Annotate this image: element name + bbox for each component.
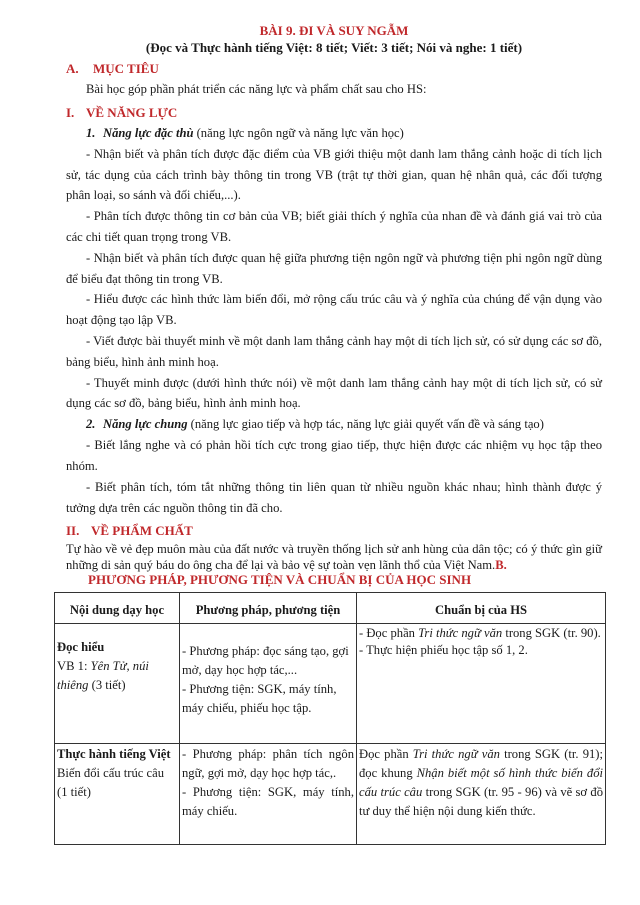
row2-prep-pre: Đọc phần	[359, 747, 413, 762]
table-header-cell: Nội dung dạy học	[55, 593, 180, 624]
row1-content-post: (3 tiết)	[88, 678, 126, 693]
subsection-1-rest: (năng lực ngôn ngữ và năng lực văn học)	[193, 125, 404, 140]
list-item: - Thuyết minh được (dưới hình thức nói) về một danh lam thắng cảnh hay một di tích lịch sử, có sử dụng các sơ đồ, bảng biểu, hình ảnh minh hoạ.	[66, 375, 602, 411]
section-ii-body: Tự hào về vẻ đẹp muôn màu của đất nước và truyền thống lịch sử anh hùng của dân tộc; có ý thức gìn giữ những di sản quý báu do ông cha để lại và bảo vệ sự toàn vẹn lãnh thổ của Việt Nam.	[66, 542, 602, 573]
section-ii-heading	[66, 521, 602, 541]
row1-prep-a-pre: - Đọc phần	[359, 626, 419, 641]
table-cell	[55, 744, 180, 845]
row1-content-pre: VB 1:	[57, 659, 91, 674]
section-a-title: MỤC TIÊU	[93, 61, 159, 76]
row1-prep-a-italic: Tri thức ngữ văn	[418, 626, 503, 641]
table-cell	[180, 624, 357, 744]
section-ii-text	[66, 541, 602, 573]
section-a-number: A.	[66, 61, 79, 76]
list-item: - Hiểu được các hình thức làm biến đổi, mở rộng cấu trúc câu và ý nghĩa của chúng để vận dụng vào hoạt động tạo lập VB.	[66, 292, 602, 328]
section-i-title: VỀ NĂNG LỰC	[86, 104, 178, 120]
row2-prep-mid: trong SGK (tr. 91); đọc khung	[359, 747, 603, 781]
table-cell	[180, 744, 357, 845]
section-b-inline-number: B.	[495, 558, 507, 573]
row1-prep-a-post: trong SGK (tr. 90).	[502, 626, 601, 641]
subsection-2-heading	[66, 414, 602, 435]
list-item: - Biết phân tích, tóm tắt những thông tin liên quan từ nhiều nguồn khác nhau; hình thành được ý tưởng dựa trên các nguồn thông tin đã cho.	[66, 479, 602, 515]
list-item: - Viết được bài thuyết minh về một danh lam thắng cảnh hay một di tích lịch sử, có sử dụng các sơ đồ, bảng biểu, hình ảnh minh hoạ.	[66, 333, 602, 369]
section-ii-number: II.	[66, 523, 80, 539]
subsection-1-number: 1.	[86, 125, 96, 140]
row2-prep-italic-1: Tri thức ngữ văn	[412, 747, 500, 762]
section-i-heading	[66, 103, 602, 123]
row1-content-title: Đọc hiểu	[57, 640, 105, 655]
section-a-heading	[66, 59, 602, 79]
subsection-2-number: 2.	[86, 417, 96, 432]
row1-prep-a	[359, 625, 603, 642]
table-row	[55, 744, 606, 845]
row2-means: - Phương tiện: SGK, máy tính, máy chiếu.	[182, 785, 354, 819]
lesson-subtitle: (Đọc và Thực hành tiếng Việt: 8 tiết; Viết: 3 tiết; Nói và nghe: 1 tiết)	[145, 40, 523, 55]
lesson-title: BÀI 9. ĐI VÀ SUY NGẪM	[259, 23, 409, 38]
table-header-row	[55, 593, 606, 624]
section-ii-title: VỀ PHẨM CHẤT	[91, 523, 193, 539]
table-cell	[55, 624, 180, 744]
row1-content-italic: Yên Tử, núi thiêng	[57, 659, 149, 693]
row1-means: - Phương tiện: SGK, máy tính, máy chiếu, phiếu học tập.	[182, 682, 337, 716]
table-header-cell: Chuẩn bị của HS	[357, 593, 606, 624]
table-header-cell: Phương pháp, phương tiện	[180, 593, 357, 624]
row2-prep-italic-2: Nhận biết một số hình thức biến đổi cấu trúc câu	[359, 766, 603, 800]
row2-content-title: Thực hành tiếng Việt	[57, 747, 171, 762]
list-item: - Nhận biết và phân tích được quan hệ giữa phương tiện ngôn ngữ và phương tiện phi ngôn ngữ dùng để biểu đạt thông tin trong VB.	[66, 250, 602, 286]
list-item: - Phân tích được thông tin cơ bản của VB; biết giải thích ý nghĩa của nhan đề và đánh giá vai trò của các chi tiết quan trọng trong VB.	[66, 209, 602, 244]
row2-prep	[359, 745, 603, 821]
row2-prep-post: trong SGK (tr. 95 - 96) và vẽ sơ đồ tư duy thể hiện nội dung kiến thức.	[359, 785, 603, 819]
list-item: - Biết lắng nghe và có phản hồi tích cực trong giao tiếp, thực hiện được các nhiệm vụ học tập theo nhóm.	[66, 438, 602, 473]
row2-content-text: Biến đổi cấu trúc câu (1 tiết)	[57, 766, 165, 800]
subsection-1-label: Năng lực đặc thù	[103, 125, 194, 140]
list-item: - Nhận biết và phân tích được đặc điểm của VB giới thiệu một danh lam thắng cảnh hoặc di tích lịch sử, tác dụng của cách trình bày thông tin trong VB (trật tự thời gian, quan hệ nhân quả, các đối tượng phân loại, so sánh và đối chiếu,...).	[66, 146, 602, 203]
table-row	[55, 624, 606, 744]
subsection-1-heading	[66, 123, 602, 144]
row1-content-text	[57, 657, 177, 695]
table-cell	[357, 744, 606, 845]
row2-method: - Phương pháp: phân tích ngôn ngữ, gợi mở, dạy học hợp tác,.	[182, 747, 354, 781]
lesson-plan-table	[54, 592, 606, 845]
document-page	[57, 22, 603, 845]
section-b-heading: PHƯƠNG PHÁP, PHƯƠNG TIỆN VÀ CHUẨN BỊ CỦA HỌC SINH	[88, 572, 472, 588]
table-cell	[357, 624, 606, 744]
subsection-2-label: Năng lực chung	[103, 417, 188, 432]
row1-prep-b: - Thực hiện phiếu học tập số 1, 2.	[359, 643, 528, 658]
section-i-number: I.	[66, 104, 75, 120]
section-a-intro: Bài học góp phần phát triển các năng lực và phẩm chất sau cho HS:	[86, 82, 427, 96]
row1-method: - Phương pháp: đọc sáng tạo, gợi mở, dạy học hợp tác,...	[182, 644, 349, 678]
subsection-2-rest: (năng lực giao tiếp và hợp tác, năng lực giải quyết vấn đề và sáng tạo)	[187, 417, 544, 432]
